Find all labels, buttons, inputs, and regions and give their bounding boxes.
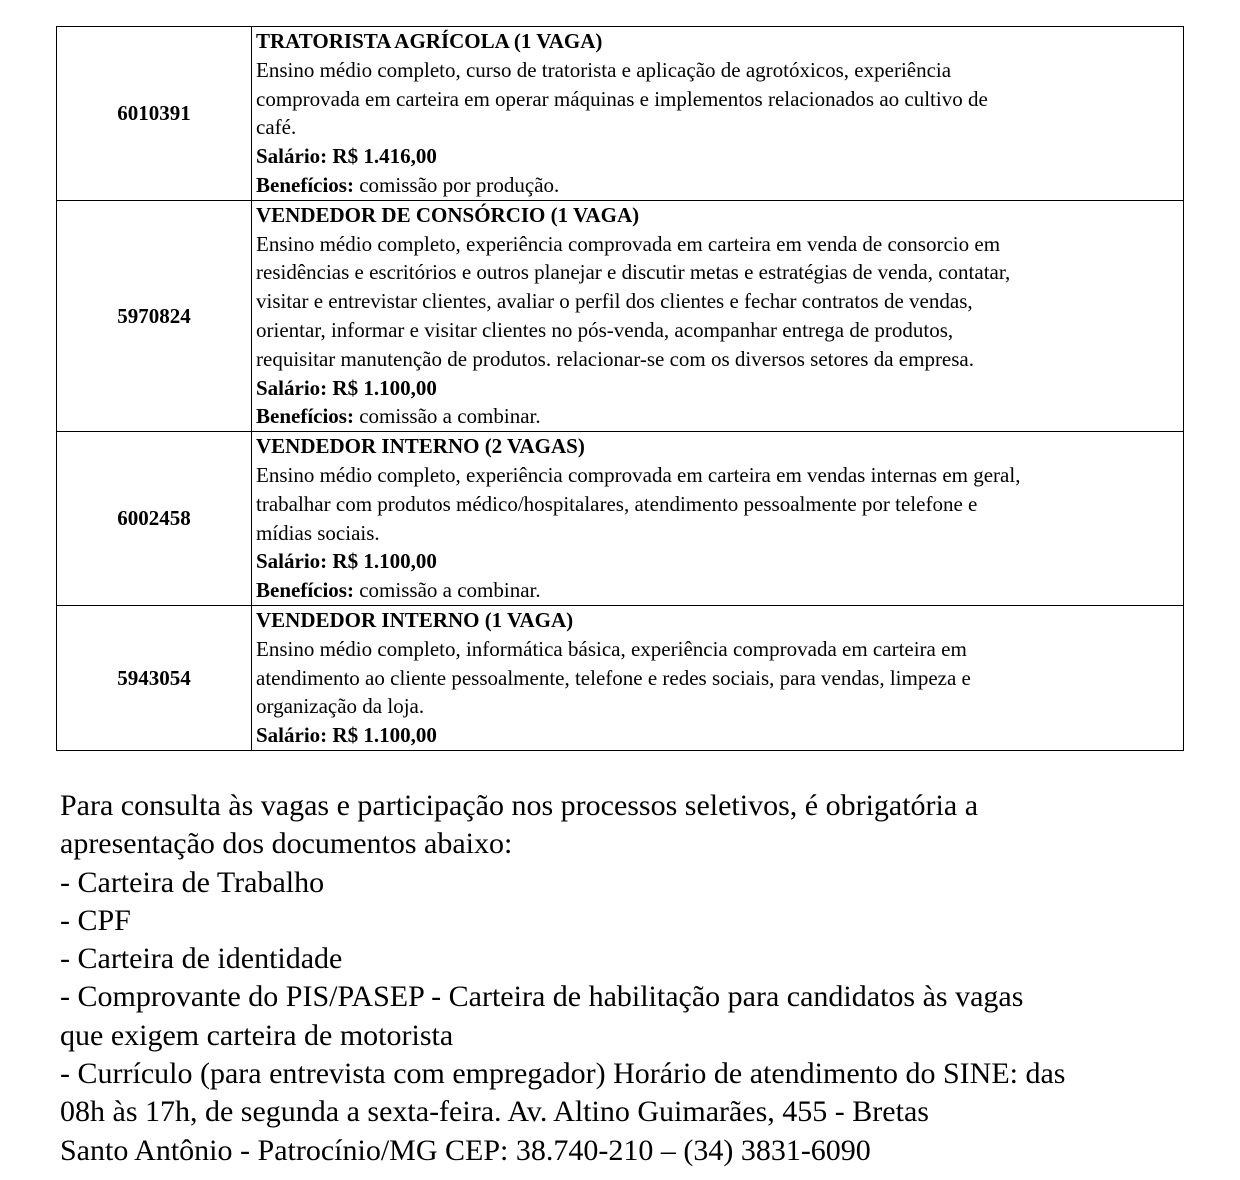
benefits-line	[256, 402, 1179, 431]
job-description-line: Ensino médio completo, experiência comprovada em carteira em vendas internas em geral,	[256, 462, 1021, 487]
job-description-line: organização da loja.	[256, 694, 425, 719]
benefits-line	[256, 171, 1179, 200]
job-code: 5970824	[57, 200, 252, 431]
job-description-line: visitar e entrevistar clientes, avaliar o perfil dos clientes e fechar contratos de vendas,	[256, 289, 973, 314]
address-contact-line: Santo Antônio - Patrocínio/MG CEP: 38.740-210 – (34) 3831-6090	[60, 1133, 871, 1167]
benefits-line	[256, 576, 1179, 605]
job-description-line: requisitar manutenção de produtos. relacionar-se com os diversos setores da empresa.	[256, 346, 974, 371]
job-description-line: Ensino médio completo, informática básica, experiência comprovada em carteira em	[256, 636, 967, 661]
job-description-line: café.	[256, 115, 297, 140]
job-description-line: Ensino médio completo, curso de tratorista e aplicação de agrotóxicos, experiência	[256, 57, 952, 82]
salary-line	[256, 142, 1179, 171]
job-details	[252, 605, 1184, 750]
document-item-continued: que exigem carteira de motorista	[60, 1018, 454, 1052]
job-description-line: atendimento ao cliente pessoalmente, telefone e redes sociais, para vendas, limpeza e	[256, 665, 971, 690]
job-code: 5943054	[57, 605, 252, 750]
benefits-value: comissão a combinar.	[359, 404, 541, 429]
benefits-label: Benefícios:	[256, 404, 354, 429]
table-row	[57, 605, 1184, 750]
job-title: VENDEDOR INTERNO (2 VAGAS)	[256, 434, 585, 459]
job-description-line: residências e escritórios e outros planejar e discutir metas e estratégias de venda, contatar,	[256, 260, 1011, 285]
salary-value: R$ 1.416,00	[332, 144, 437, 169]
salary-value: R$ 1.100,00	[332, 723, 437, 748]
salary-line	[256, 721, 1179, 750]
service-hours-line: 08h às 17h, de segunda a sexta-feira. Av. Altino Guimarães, 455 - Bretas	[60, 1095, 929, 1129]
job-code: 6010391	[57, 27, 252, 201]
job-details	[252, 200, 1184, 431]
benefits-value: comissão a combinar.	[359, 578, 541, 603]
job-description-line: Ensino médio completo, experiência comprovada em carteira em venda de consorcio em	[256, 231, 1001, 256]
benefits-value: comissão por produção.	[359, 172, 560, 197]
table-row	[57, 27, 1184, 201]
benefits-label: Benefícios:	[256, 578, 354, 603]
job-title: VENDEDOR DE CONSÓRCIO (1 VAGA)	[256, 202, 640, 227]
benefits-label: Benefícios:	[256, 172, 354, 197]
required-documents-notice	[60, 787, 1210, 1170]
salary-line	[256, 547, 1179, 576]
table-row	[57, 200, 1184, 431]
salary-value: R$ 1.100,00	[332, 549, 437, 574]
salary-value: R$ 1.100,00	[332, 375, 437, 400]
job-listings-table	[56, 26, 1184, 751]
salary-label: Salário:	[256, 723, 328, 748]
notice-line: apresentação dos documentos abaixo:	[60, 827, 513, 861]
salary-label: Salário:	[256, 375, 328, 400]
job-details	[252, 432, 1184, 606]
job-title: VENDEDOR INTERNO (1 VAGA)	[256, 607, 574, 632]
document-item: - CPF	[60, 903, 131, 937]
table-row	[57, 432, 1184, 606]
document-item: - Currículo (para entrevista com empregador) Horário de atendimento do SINE: das	[60, 1057, 1066, 1091]
salary-label: Salário:	[256, 144, 328, 169]
document-item: - Comprovante do PIS/PASEP - Carteira de habilitação para candidatos às vagas	[60, 980, 1024, 1014]
job-details	[252, 27, 1184, 201]
job-description-line: trabalhar com produtos médico/hospitalares, atendimento pessoalmente por telefone e	[256, 491, 978, 516]
job-title: TRATORISTA AGRÍCOLA (1 VAGA)	[256, 29, 603, 53]
salary-label: Salário:	[256, 549, 328, 574]
job-description-line: comprovada em carteira em operar máquinas e implementos relacionados ao cultivo de	[256, 86, 988, 111]
job-description-line: orientar, informar e visitar clientes no pós-venda, acompanhar entrega de produtos,	[256, 317, 954, 342]
document-item: - Carteira de Trabalho	[60, 865, 325, 899]
document-item: - Carteira de identidade	[60, 942, 343, 976]
job-description-line: mídias sociais.	[256, 520, 380, 545]
notice-line: Para consulta às vagas e participação nos processos seletivos, é obrigatória a	[60, 789, 979, 822]
salary-line	[256, 374, 1179, 403]
job-code: 6002458	[57, 432, 252, 606]
